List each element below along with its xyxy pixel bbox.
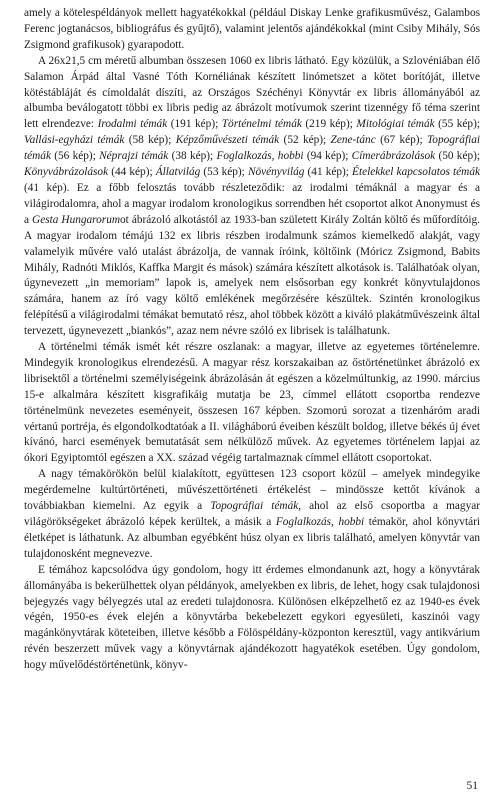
paragraph-5: E témához kapcsolódva úgy gondolom, hogy itt érdemes elmondanunk azt, hogy a könyvtárak állományába is bekerülhettek olyan példányok, amelyekben ex libris, de lehet, hogy csak tulajdonosi bejegyzés vagy bélyegzés utal az eredeti tulajdonosra. Különösen elképzelhető ez az 1940-es évek végén, 1950-es évek elején a könyvtárba bekebelezett egykori egyesületi, kaszinói vagy magánkönyvtárak köteteiben, illetve később a Fölöspéldány-központon keresztül, vagy antikvárium révén beszerzett művek vagy a könyvtárnak ajándékozott hagyatékok esetében. Úgy gondolom, hogy művelődéstörténetünk, könyv- — [24, 563, 480, 672]
paragraph-2: A 26x21,5 cm méretű albumban összesen 1060 ex libris látható. Egy közülük, a Szlovéniában élő Salamon Árpád által Vasné Tóth Kornéliának készített linómetszet a kötet borítóját, illetve kötéstábláját és címoldalát díszíti, az Országos Széchényi Könyvtár ex libris állományából az albumba beválogatott többi ex libris pedig az ábrázolt motívumok szerint tizennégy fő téma szerint lett elrendezve: Irodalmi témák (191 kép); Történelmi témák (219 kép); Mitológiai témák (55 kép); Vallási-egyházi témák (58 kép); Képzőművészeti témák (52 kép); Zene-tánc (67 kép); Topográfiai témák (56 kép); Néprajzi témák (38 kép); Foglalkozás, hobbi (94 kép); Címerábrázolások (50 kép); Könyvábrázolások (44 kép); Állatvilág (53 kép); Növényvilág (41 kép); Ételekkel kapcsolatos témák (41 kép). Ez a főbb felosztás tovább részleteződik: az irodalmi témáknál a magyar és a világirodalomra, ahol a magyar irodalom kronologikus sorrendben hét csoportot alkot Anonymust és a Gesta Hungarorumot ábrázoló alkotástól az 1933-ban született Király Zoltán költő és műfordítóig. A magyar irodalom témájú 132 ex libris részben irodalmunk számos kiemelkedő alakját, vagy valamelyik művére való utalást ábrázolja, de vannak íróink, költőink (Móricz Zsigmond, Babits Mihály, Radnóti Miklós, Kaffka Margit és mások) számára készített alkotások is. Találhatóak olyan, úgynevezett „in memoriam” lapok is, amelyek nem elsősorban egy konkrét könyvtulajdonos számára, hanem az író vagy költő emlékének megőrzésére készültek. Szintén kronologikus felépítésű a világirodalmi témákat bemutató rész, ahol többek között a kiváló plakátművészeink által tervezett, úgynevezett „biankós”, azaz nem névre szóló ex librisek is találhatunk. — [24, 54, 481, 338]
page-number: 51 — [466, 780, 478, 792]
paragraph-4: A nagy témakörökön belül kialakított, együttesen 123 csoport közül – amelyek mindegyike megérdemelne kultúrtörténeti, művészettörténeti értékelést – mindössze kettőt kívánok a továbbiakban kiemelni. Az egyik a Topográfiai témák, ahol az első csoportba a magyar világörökségeket ábrázoló képek kerültek, a másik a Foglalkozás, hobbi témakör, ahol könyvtári életképet is láthatunk. Az albumban egyébként húsz olyan ex libris található, amelyen könyvtár van tulajdonosként megnevezve. — [24, 468, 481, 560]
page-text — [24, 6, 480, 674]
paragraph-3: A történelmi témák ismét két részre oszlanak: a magyar, illetve az egyetemes történelemre. Mindegyik kronologikus elrendezésű. A magyar rész korszakaiban az őstörténetünket ábrázoló ex librisektől a történelmi személyiségeink ábrázolásán át egészen a közelmúltunkig, az 1990. március 15-e alkalmára készített kisgrafikáig mutatja be 23, címmel ellátott csoportba rendezve történelmünk nevezetes eseményeit, összesen 167 képben. Szomorú sorozat a tizenháróm aradi vértanú portréja, és elgondolkodtatóak a II. világháború éveiben készült boldog, illetve békés új évet kívánó, harci események bemutatását sem nélkülöző művek. Az egyetemes történelem lapjai az ókori Egyiptomtól egészen a XX. század végéig tartalmaznak címmel ellátott csoportokat. — [24, 341, 480, 465]
paragraph-1: amely a kötelespéldányok mellett hagyatékokkal (például Diskay Lenke grafikusművész, Galambos Ferenc jogtanácsos, bibliográfus és gyűjtő), valamint jelentős ajándékokkal (mint Csiby Mihály, Sós Zsigmond grafikusok) gyarapodott. — [24, 7, 480, 51]
